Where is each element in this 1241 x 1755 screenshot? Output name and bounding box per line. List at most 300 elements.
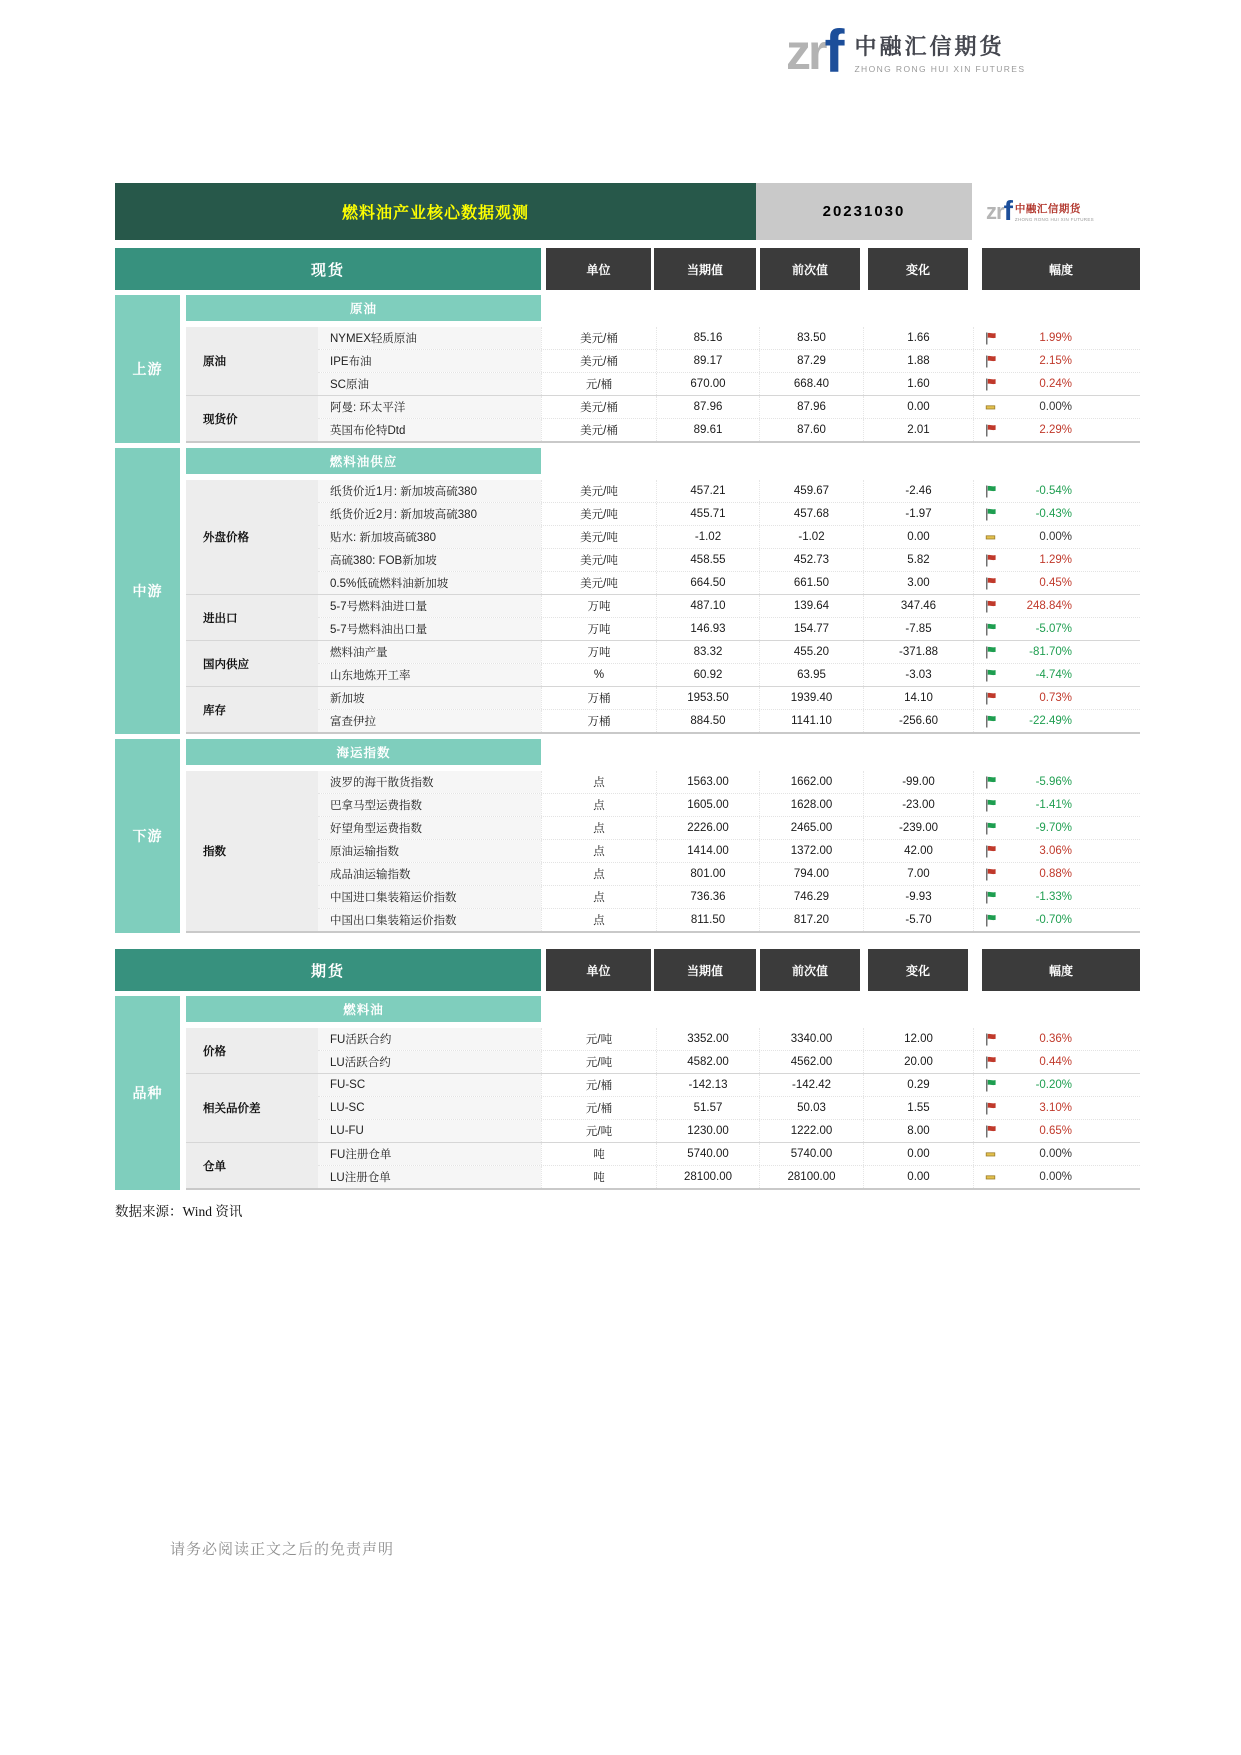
brand-logo: [786, 18, 1026, 85]
table-row: [318, 839, 1140, 862]
cell-percent: [973, 1143, 1140, 1165]
red-flag-icon: [985, 868, 997, 881]
cell-previous: -1.02: [759, 526, 863, 548]
table-row: [318, 548, 1140, 571]
cell-percent: [973, 1028, 1140, 1050]
cell-unit: 美元/桶: [541, 350, 656, 372]
cell-change: 1.88: [863, 350, 973, 372]
table-row: [318, 1096, 1140, 1119]
cell-percent: [973, 572, 1140, 594]
yellow-dash-icon: [985, 1171, 997, 1184]
percent-value: -0.54%: [1035, 485, 1072, 497]
column-header: 当期值: [654, 949, 756, 991]
green-flag-icon: [985, 485, 997, 498]
cell-percent: [973, 526, 1140, 548]
mini-logo-f: f: [1003, 195, 1013, 227]
table-row: [318, 571, 1140, 594]
group-label: 进出口: [186, 595, 318, 640]
cell-unit: 美元/吨: [541, 549, 656, 571]
red-flag-icon: [985, 1102, 997, 1115]
section-rows: [186, 480, 1140, 734]
cell-unit: 吨: [541, 1166, 656, 1188]
side-label: [115, 996, 180, 1190]
band-header: 原油: [186, 295, 541, 321]
group-rows: [318, 327, 1140, 395]
yellow-dash-icon: [985, 401, 997, 414]
cell-indicator: 新加坡: [318, 687, 541, 709]
percent-value: -0.43%: [1035, 508, 1072, 520]
group-label: 指数: [186, 771, 318, 931]
cell-indicator: 好望角型运费指数: [318, 817, 541, 839]
cell-previous: 139.64: [759, 595, 863, 617]
cell-current: 736.36: [656, 886, 759, 908]
percent-value: -4.74%: [1035, 669, 1072, 681]
mini-logo-zr: zr: [986, 198, 1004, 224]
cell-unit: 点: [541, 863, 656, 885]
group-label: 现货价: [186, 396, 318, 441]
table-row: [318, 396, 1140, 418]
table-row: [318, 327, 1140, 349]
red-flag-icon: [985, 378, 997, 391]
row-group: [186, 771, 1140, 931]
table-row: [318, 793, 1140, 816]
percent-value: 0.24%: [1039, 378, 1072, 390]
yellow-dash-icon: [985, 531, 997, 544]
cell-current: 457.21: [656, 480, 759, 502]
group-label: 相关品价差: [186, 1074, 318, 1142]
red-flag-icon: [985, 600, 997, 613]
cell-current: 487.10: [656, 595, 759, 617]
percent-value: 1.99%: [1039, 332, 1072, 344]
cell-current: 146.93: [656, 618, 759, 640]
cell-percent: [973, 327, 1140, 349]
table-row: [318, 595, 1140, 617]
cell-previous: 1372.00: [759, 840, 863, 862]
brand-text: [854, 30, 1025, 74]
report-date: 20231030: [756, 183, 972, 240]
percent-value: 0.00%: [1039, 1171, 1072, 1183]
percent-value: 1.29%: [1039, 554, 1072, 566]
percent-value: 248.84%: [1026, 600, 1072, 612]
cell-percent: [973, 794, 1140, 816]
cell-indicator: FU-SC: [318, 1074, 541, 1096]
row-group: [186, 395, 1140, 441]
cell-change: 0.00: [863, 396, 973, 418]
cell-current: 87.96: [656, 396, 759, 418]
column-header: 前次值: [760, 248, 860, 290]
cell-percent: [973, 817, 1140, 839]
table-row: [318, 771, 1140, 793]
table-row: [318, 1143, 1140, 1165]
cell-unit: 美元/吨: [541, 503, 656, 525]
cell-indicator: 波罗的海干散货指数: [318, 771, 541, 793]
cell-current: 1414.00: [656, 840, 759, 862]
cell-indicator: 巴拿马型运费指数: [318, 794, 541, 816]
cell-percent: [973, 1120, 1140, 1142]
page-title: 燃料油产业核心数据观测: [341, 205, 529, 222]
cell-previous: 1939.40: [759, 687, 863, 709]
group-rows: [318, 687, 1140, 732]
section-content: [186, 739, 1140, 933]
green-flag-icon: [985, 646, 997, 659]
table-row: [318, 663, 1140, 686]
cell-percent: [973, 687, 1140, 709]
cell-unit: 万吨: [541, 618, 656, 640]
table-title: 现货: [115, 248, 541, 290]
cell-current: 1605.00: [656, 794, 759, 816]
side-label-text: 上游: [132, 361, 163, 377]
group-rows: [318, 1028, 1140, 1073]
cell-previous: 459.67: [759, 480, 863, 502]
side-label-text: 品种: [132, 1085, 163, 1101]
cell-previous: 5740.00: [759, 1143, 863, 1165]
cell-unit: 元/吨: [541, 1120, 656, 1142]
cell-previous: 1662.00: [759, 771, 863, 793]
red-flag-icon: [985, 424, 997, 437]
cell-previous: 3340.00: [759, 1028, 863, 1050]
green-flag-icon: [985, 1079, 997, 1092]
cell-change: 12.00: [863, 1028, 973, 1050]
cell-indicator: LU-FU: [318, 1120, 541, 1142]
cell-previous: 452.73: [759, 549, 863, 571]
table-row: [318, 1050, 1140, 1073]
table-row: [318, 1074, 1140, 1096]
cell-previous: 87.60: [759, 419, 863, 441]
cell-change: 347.46: [863, 595, 973, 617]
cell-percent: [973, 503, 1140, 525]
cell-unit: 点: [541, 794, 656, 816]
cell-current: 89.17: [656, 350, 759, 372]
cell-change: 5.82: [863, 549, 973, 571]
cell-change: 0.00: [863, 1143, 973, 1165]
cell-percent: [973, 549, 1140, 571]
column-header: 幅度: [982, 248, 1140, 290]
cell-change: 0.29: [863, 1074, 973, 1096]
group-rows: [318, 396, 1140, 441]
red-flag-icon: [985, 692, 997, 705]
percent-value: -1.41%: [1035, 799, 1072, 811]
cell-change: 7.00: [863, 863, 973, 885]
percent-value: -5.07%: [1035, 623, 1072, 635]
cell-change: -5.70: [863, 909, 973, 931]
row-group: [186, 1028, 1140, 1073]
cell-previous: 2465.00: [759, 817, 863, 839]
cell-change: 8.00: [863, 1120, 973, 1142]
column-header: 当期值: [654, 248, 756, 290]
cell-change: -1.97: [863, 503, 973, 525]
cell-current: 801.00: [656, 863, 759, 885]
cell-percent: [973, 641, 1140, 663]
cell-current: 811.50: [656, 909, 759, 931]
cell-previous: 50.03: [759, 1097, 863, 1119]
table-section: [115, 996, 1140, 1190]
column-header: 变化: [868, 949, 968, 991]
cell-previous: -142.42: [759, 1074, 863, 1096]
cell-current: 664.50: [656, 572, 759, 594]
cell-unit: 美元/吨: [541, 572, 656, 594]
percent-value: -5.96%: [1035, 776, 1072, 788]
cell-indicator: LU活跃合约: [318, 1051, 541, 1073]
report-body: [115, 183, 1140, 1220]
percent-value: 2.15%: [1039, 355, 1072, 367]
cell-percent: [973, 396, 1140, 418]
cell-previous: 63.95: [759, 664, 863, 686]
cell-change: -239.00: [863, 817, 973, 839]
row-group: [186, 1142, 1140, 1188]
cell-percent: [973, 863, 1140, 885]
cell-current: 60.92: [656, 664, 759, 686]
section-rows: [186, 327, 1140, 443]
cell-current: 5740.00: [656, 1143, 759, 1165]
cell-current: 83.32: [656, 641, 759, 663]
cell-percent: [973, 1074, 1140, 1096]
green-flag-icon: [985, 776, 997, 789]
group-label: 国内供应: [186, 641, 318, 686]
band-header: 海运指数: [186, 739, 541, 765]
cell-unit: 点: [541, 909, 656, 931]
group-label: 仓单: [186, 1143, 318, 1188]
percent-value: -1.33%: [1035, 891, 1072, 903]
cell-change: 3.00: [863, 572, 973, 594]
table-row: [318, 1028, 1140, 1050]
cell-previous: 1628.00: [759, 794, 863, 816]
column-header: 前次值: [760, 949, 860, 991]
cell-current: 89.61: [656, 419, 759, 441]
side-label-text: 中游: [132, 583, 163, 599]
cell-current: 4582.00: [656, 1051, 759, 1073]
table-title: 期货: [115, 949, 541, 991]
cell-change: 0.00: [863, 1166, 973, 1188]
table-row: [318, 816, 1140, 839]
cell-change: 1.66: [863, 327, 973, 349]
cell-unit: 元/桶: [541, 1074, 656, 1096]
cell-previous: 668.40: [759, 373, 863, 395]
red-flag-icon: [985, 332, 997, 345]
cell-previous: 154.77: [759, 618, 863, 640]
section-content: [186, 996, 1140, 1190]
row-group: [186, 327, 1140, 395]
table-section: [115, 739, 1140, 933]
group-rows: [318, 641, 1140, 686]
cell-change: 14.10: [863, 687, 973, 709]
band-header: 燃料油供应: [186, 448, 541, 474]
row-group: [186, 594, 1140, 640]
column-header: 幅度: [982, 949, 1140, 991]
cell-percent: [973, 419, 1140, 441]
side-label-text: 下游: [132, 828, 163, 844]
cell-indicator: 成品油运输指数: [318, 863, 541, 885]
red-flag-icon: [985, 1033, 997, 1046]
cell-indicator: LU-SC: [318, 1097, 541, 1119]
cell-change: -2.46: [863, 480, 973, 502]
cell-unit: 万吨: [541, 641, 656, 663]
cell-change: -99.00: [863, 771, 973, 793]
cell-indicator: 纸货价近1月: 新加坡高硫380: [318, 480, 541, 502]
cell-current: 3352.00: [656, 1028, 759, 1050]
table-section: [115, 295, 1140, 443]
percent-value: -81.70%: [1029, 646, 1072, 658]
cell-current: 884.50: [656, 710, 759, 732]
cell-unit: 美元/桶: [541, 327, 656, 349]
group-label: 外盘价格: [186, 480, 318, 594]
data-source: 数据来源：Wind 资讯: [115, 1204, 243, 1219]
cell-previous: 1222.00: [759, 1120, 863, 1142]
cell-change: -7.85: [863, 618, 973, 640]
table-row: [318, 480, 1140, 502]
table-row: [318, 1165, 1140, 1188]
cell-indicator: NYMEX轻质原油: [318, 327, 541, 349]
group-rows: [318, 1074, 1140, 1142]
side-label: [115, 295, 180, 443]
cell-indicator: 中国进口集装箱运价指数: [318, 886, 541, 908]
cell-unit: 美元/桶: [541, 396, 656, 418]
table-row: [318, 862, 1140, 885]
percent-value: -9.70%: [1035, 822, 1072, 834]
cell-indicator: 贴水: 新加坡高硫380: [318, 526, 541, 548]
percent-value: 0.45%: [1039, 577, 1072, 589]
yellow-dash-icon: [985, 1148, 997, 1161]
mini-logo-name-en: ZHONG RONG HUI XIN FUTURES: [1014, 217, 1094, 222]
table-row: [318, 418, 1140, 441]
cell-current: 458.55: [656, 549, 759, 571]
group-label: 原油: [186, 327, 318, 395]
table-header-row: [115, 949, 1140, 991]
cell-current: 85.16: [656, 327, 759, 349]
red-flag-icon: [985, 1125, 997, 1138]
table-row: [318, 525, 1140, 548]
table-section: [115, 448, 1140, 734]
group-label: 价格: [186, 1028, 318, 1073]
table-row: [318, 709, 1140, 732]
cell-current: 455.71: [656, 503, 759, 525]
cell-unit: 万桶: [541, 710, 656, 732]
cell-current: 1563.00: [656, 771, 759, 793]
row-group: [186, 1073, 1140, 1142]
brand-name-cn: 中融汇信期货: [854, 33, 1005, 59]
cell-percent: [973, 1051, 1140, 1073]
group-rows: [318, 1143, 1140, 1188]
table-row: [318, 641, 1140, 663]
cell-unit: 点: [541, 817, 656, 839]
percent-value: 0.00%: [1039, 531, 1072, 543]
row-group: [186, 640, 1140, 686]
cell-unit: 元/吨: [541, 1028, 656, 1050]
cell-change: -9.93: [863, 886, 973, 908]
cell-change: 42.00: [863, 840, 973, 862]
cell-change: 1.55: [863, 1097, 973, 1119]
mini-logo-text: [1015, 201, 1094, 222]
table-row: [318, 885, 1140, 908]
table-row: [318, 687, 1140, 709]
cell-percent: [973, 909, 1140, 931]
cell-previous: 455.20: [759, 641, 863, 663]
green-flag-icon: [985, 799, 997, 812]
cell-unit: 点: [541, 840, 656, 862]
cell-previous: 83.50: [759, 327, 863, 349]
green-flag-icon: [985, 715, 997, 728]
cell-current: 2226.00: [656, 817, 759, 839]
cell-percent: [973, 664, 1140, 686]
brand-name-en: ZHONG RONG HUI XIN FUTURES: [854, 63, 1026, 74]
cell-previous: 661.50: [759, 572, 863, 594]
brand-logo-mark: [786, 18, 845, 85]
cell-previous: 87.96: [759, 396, 863, 418]
table-row: [318, 908, 1140, 931]
percent-value: 3.10%: [1039, 1102, 1072, 1114]
cell-previous: 457.68: [759, 503, 863, 525]
table-row: [318, 372, 1140, 395]
cell-percent: [973, 886, 1140, 908]
cell-unit: 元/桶: [541, 373, 656, 395]
section-rows: [186, 771, 1140, 933]
cell-indicator: SC原油: [318, 373, 541, 395]
table-row: [318, 349, 1140, 372]
cell-percent: [973, 373, 1140, 395]
side-label: [115, 739, 180, 933]
cell-indicator: LU注册仓单: [318, 1166, 541, 1188]
mini-logo-name-cn: 中融汇信期货: [1014, 203, 1081, 215]
percent-value: -22.49%: [1029, 715, 1072, 727]
brand-f-letter: f: [824, 18, 845, 85]
table-row: [318, 617, 1140, 640]
cell-unit: 万桶: [541, 687, 656, 709]
cell-current: 51.57: [656, 1097, 759, 1119]
percent-value: 0.44%: [1039, 1056, 1072, 1068]
percent-value: 0.73%: [1039, 692, 1072, 704]
cell-unit: %: [541, 664, 656, 686]
cell-percent: [973, 771, 1140, 793]
cell-unit: 元/吨: [541, 1051, 656, 1073]
cell-previous: 794.00: [759, 863, 863, 885]
percent-value: 2.29%: [1039, 424, 1072, 436]
red-flag-icon: [985, 355, 997, 368]
cell-unit: 吨: [541, 1143, 656, 1165]
red-flag-icon: [985, 1056, 997, 1069]
section-content: [186, 448, 1140, 734]
cell-previous: 87.29: [759, 350, 863, 372]
cell-unit: 美元/吨: [541, 480, 656, 502]
cell-previous: 1141.10: [759, 710, 863, 732]
cell-current: 1230.00: [656, 1120, 759, 1142]
cell-percent: [973, 1097, 1140, 1119]
cell-percent: [973, 480, 1140, 502]
table-row: [318, 1119, 1140, 1142]
percent-value: 0.65%: [1039, 1125, 1072, 1137]
cell-current: -1.02: [656, 526, 759, 548]
report-titlebar: [115, 183, 1140, 240]
cell-change: 0.00: [863, 526, 973, 548]
cell-indicator: FU活跃合约: [318, 1028, 541, 1050]
column-header: 变化: [868, 248, 968, 290]
cell-percent: [973, 840, 1140, 862]
red-flag-icon: [985, 845, 997, 858]
green-flag-icon: [985, 508, 997, 521]
cell-current: 1953.50: [656, 687, 759, 709]
cell-change: -23.00: [863, 794, 973, 816]
data-tables: [115, 248, 1140, 1190]
cell-previous: 28100.00: [759, 1166, 863, 1188]
percent-value: -0.70%: [1035, 914, 1072, 926]
cell-indicator: 阿曼: 环太平洋: [318, 396, 541, 418]
cell-percent: [973, 595, 1140, 617]
percent-value: 3.06%: [1039, 845, 1072, 857]
cell-indicator: 5-7号燃料油出口量: [318, 618, 541, 640]
group-rows: [318, 480, 1140, 594]
table-row: [318, 502, 1140, 525]
side-label: [115, 448, 180, 734]
cell-unit: 点: [541, 771, 656, 793]
percent-value: -0.20%: [1035, 1079, 1072, 1091]
